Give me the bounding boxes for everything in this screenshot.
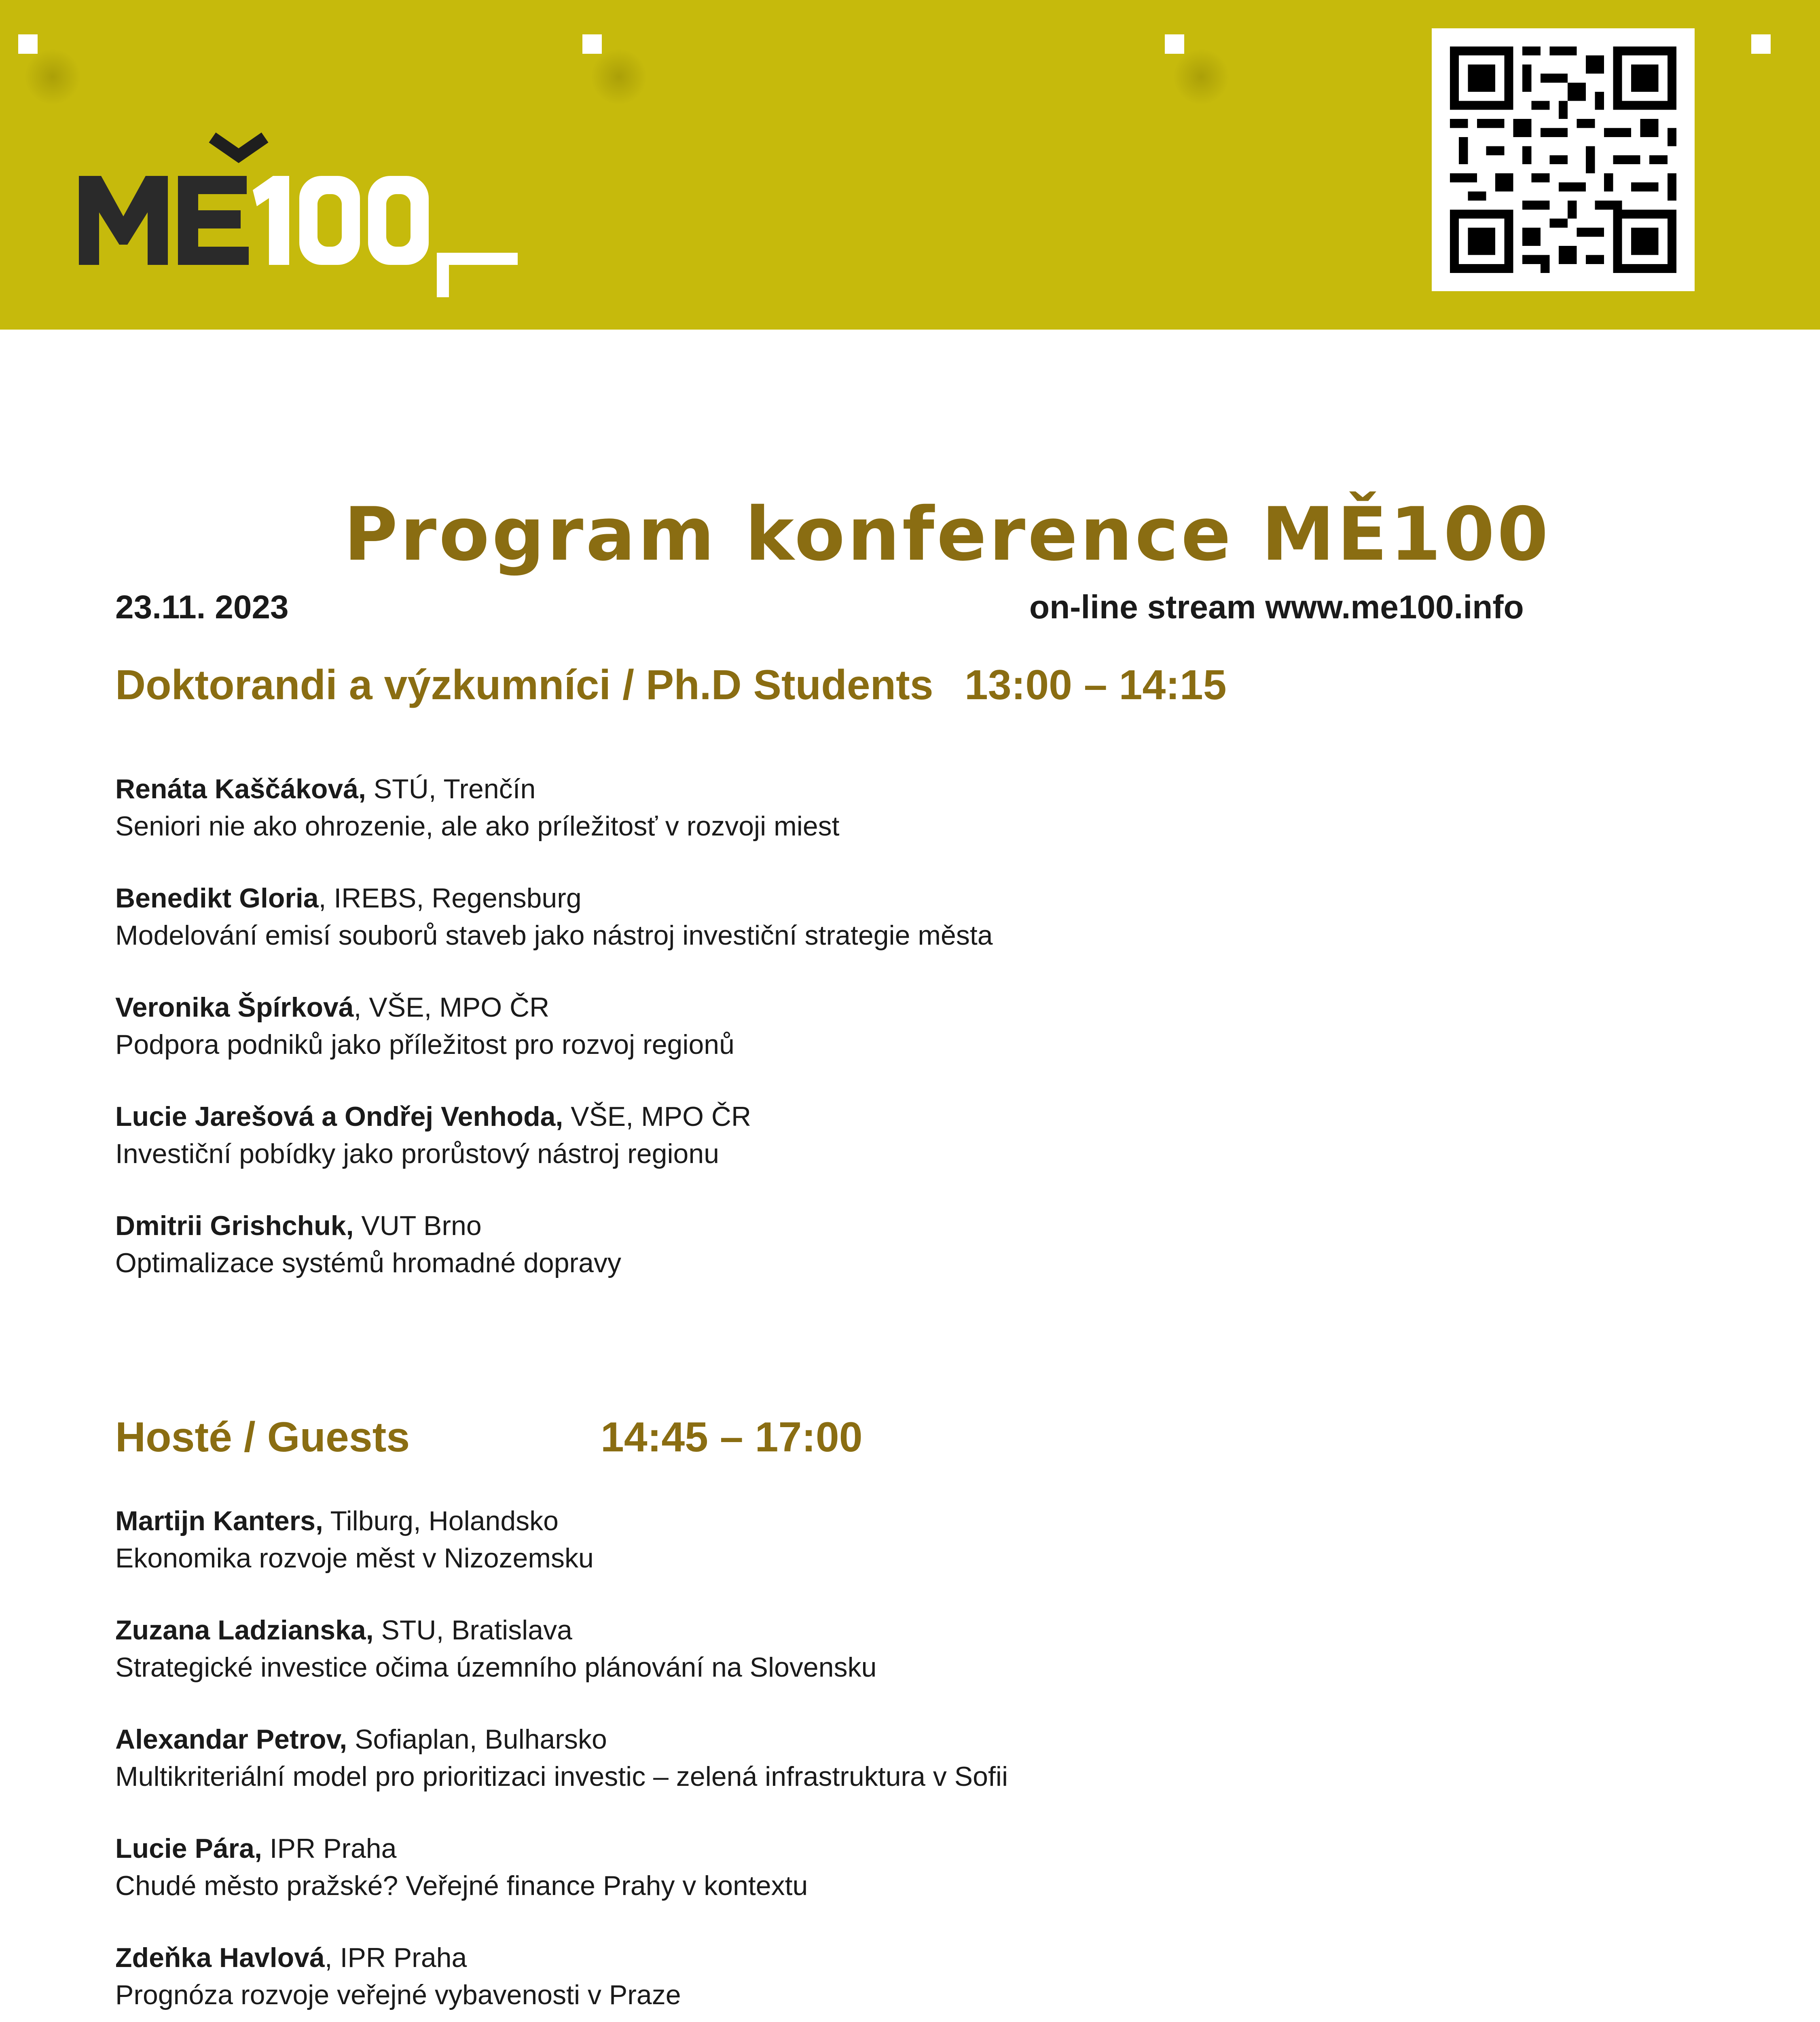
- speaker-name: Benedikt Gloria: [115, 883, 319, 914]
- speaker-name: Alexandar Petrov,: [115, 1724, 347, 1755]
- decor-glow: [1173, 49, 1230, 105]
- speaker-name: Zdeňka Havlová: [115, 1942, 325, 1973]
- talk-title: Investiční pobídky jako prorůstový nástroj regionu: [115, 1138, 720, 1169]
- talk-title: Ekonomika rozvoje měst v Nizozemsku: [115, 1543, 594, 1574]
- speaker-affiliation: STÚ, Trenčín: [366, 774, 536, 804]
- program-entry: [115, 1830, 808, 1904]
- program-entry: [115, 1612, 876, 1686]
- me100-logo-graphic: [79, 131, 524, 301]
- decor-square: [18, 34, 38, 54]
- talk-title: Multikriteriální model pro prioritizaci investic – zelená infrastruktura v Sofii: [115, 1761, 1008, 1792]
- speaker-affiliation: , IPR Praha: [324, 1942, 467, 1973]
- program-entry: [115, 1207, 621, 1282]
- speaker-affiliation: , IREBS, Regensburg: [318, 883, 582, 914]
- speaker-name: Renáta Kaščáková,: [115, 774, 366, 804]
- section-time-guests: 14:45 – 17:00: [601, 1414, 863, 1461]
- section-heading-phd: Doktorandi a výzkumníci / Ph.D Students: [115, 662, 933, 709]
- header-banner: [0, 0, 1820, 330]
- speaker-name: Martijn Kanters,: [115, 1506, 323, 1536]
- program-entry: [115, 1502, 594, 1577]
- speaker-affiliation: Sofiaplan, Bulharsko: [347, 1724, 607, 1755]
- program-entry: [115, 770, 840, 845]
- page-title: Program konference MĚ100: [344, 491, 1551, 577]
- event-date: 23.11. 2023: [115, 589, 289, 626]
- speaker-name: Dmitrii Grishchuk,: [115, 1210, 354, 1241]
- talk-title: Optimalizace systémů hromadné dopravy: [115, 1248, 621, 1278]
- program-entry: [115, 1098, 751, 1172]
- talk-title: Seniori nie ako ohrozenie, ale ako príležitosť v rozvoji miest: [115, 811, 840, 842]
- program-entry: [115, 989, 734, 1063]
- speaker-name: Zuzana Ladzianska,: [115, 1615, 374, 1646]
- speaker-affiliation: VUT Brno: [353, 1210, 482, 1241]
- talk-title: Prognóza rozvoje veřejné vybavenosti v Praze: [115, 1980, 681, 2010]
- decor-square: [1751, 34, 1771, 54]
- speaker-affiliation: Tilburg, Holandsko: [323, 1506, 559, 1536]
- section-time-phd: 13:00 – 14:15: [965, 662, 1227, 709]
- stream-link[interactable]: on-line stream www.me100.info: [1029, 589, 1524, 626]
- section-heading-guests: Hosté / Guests: [115, 1414, 410, 1461]
- decor-square: [582, 34, 602, 54]
- me100-logo: [79, 131, 524, 301]
- speaker-name: Veronika Špírková: [115, 992, 354, 1023]
- speaker-affiliation: VŠE, MPO ČR: [563, 1101, 751, 1132]
- talk-title: Podpora podniků jako příležitost pro rozvoj regionů: [115, 1029, 734, 1060]
- program-entry: [115, 1721, 1008, 1795]
- speaker-affiliation: , VŠE, MPO ČR: [353, 992, 550, 1023]
- speaker-affiliation: STU, Bratislava: [373, 1615, 572, 1646]
- qr-code-icon[interactable]: [1432, 28, 1695, 291]
- speaker-name: Lucie Pára,: [115, 1833, 262, 1864]
- talk-title: Modelování emisí souborů staveb jako nástroj investiční strategie města: [115, 920, 993, 951]
- speaker-name: Lucie Jarešová a Ondřej Venhoda,: [115, 1101, 563, 1132]
- decor-glow: [24, 49, 81, 105]
- decor-square: [1165, 34, 1184, 54]
- talk-title: Strategické investice očima územního plánování na Slovensku: [115, 1652, 877, 1683]
- speaker-affiliation: IPR Praha: [262, 1833, 397, 1864]
- talk-title: Chudé město pražské? Veřejné finance Prahy v kontextu: [115, 1870, 808, 1901]
- program-entry: [115, 880, 993, 954]
- decor-glow: [590, 49, 647, 105]
- program-entry: [115, 1939, 681, 2014]
